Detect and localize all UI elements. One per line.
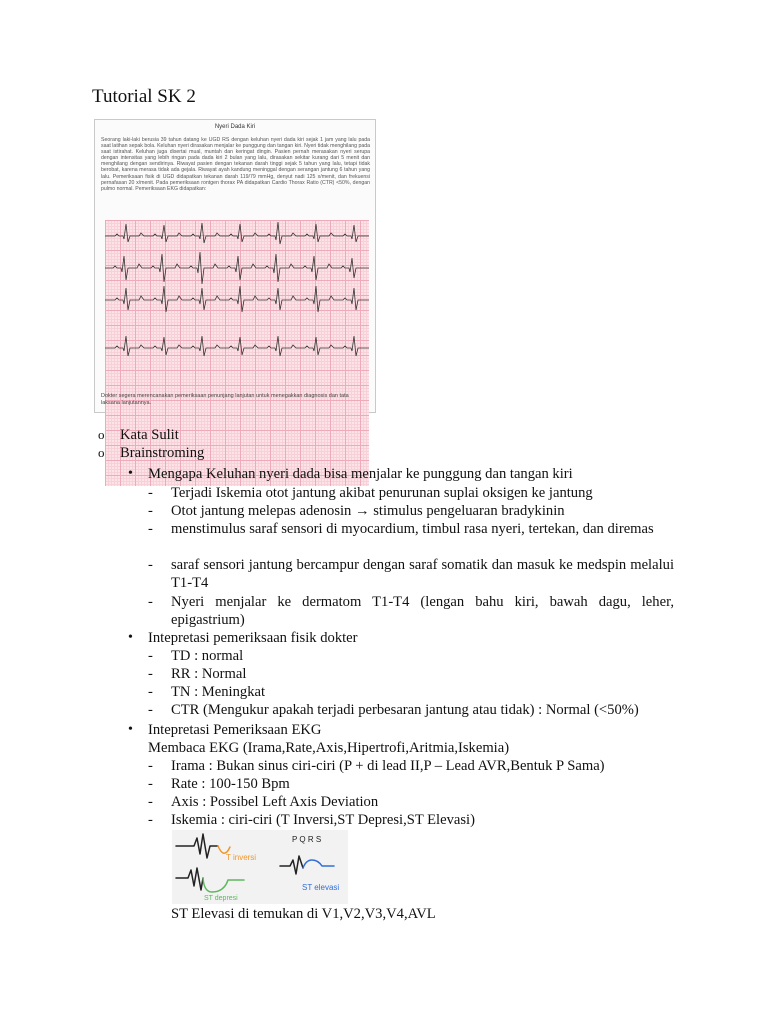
bullet-circle: o [98,445,105,460]
bullet-dash: - [148,758,153,774]
case-caption: Dokter segera merencanakan pemeriksaan penunjang lanjutan untuk menegakkan diagnosis dan tata laksana lanjutannya. [101,393,349,406]
bullet-dot: • [128,466,133,481]
case-text: Seorang laki-laki berusia 39 tahun datang ke UGD RS dengan keluhan nyeri dada kiri sejak 1 jam yang lalu pada saat latihan sepak bola. Keluhan nyeri dirasakan menjalar ke punggung dan tangan kiri. Nyeri tidak menghilang pada saat istirahat. Keluhan juga disertai mual, muntah dan keringat dingin. Pasien pernah merasakan nyeri serupa dengan intensitas yang lebih ringan pada dada kiri 2 bulan yang lalu, dirasakan sekitar kurang dari 5 menit dan menghilang dengan sendirinya. Riwayat pasien dengan tekanan darah tinggi sejak 5 tahun yang lalu, tetapi tidak berobat, karena merasa tidak ada gejala. Riwayat ayah kandung meninggal dengan serangan jantung 6 tahun yang lalu. Pemeriksaan fisik di UGD didapatkan tekanan darah 119/79 mmHg, denyut nadi 125 x/menit, dan frekuensi pernafasan 20 x/menit. Pada pemeriksaan rontgen thorax PA didapatkan Cardio Thorax Ratio (CTR) <50%, dengan pulmo normal. Pemeriksaan EKG didapatkan: [101,137,370,192]
bullet-dash: - [148,794,153,810]
ischemia-sketch-drawing [172,830,348,904]
bullet-dash: - [148,503,153,519]
q2-point: TD : normal [171,648,244,664]
bullet-dash: - [148,812,153,828]
t-inversion-trace [176,834,218,858]
q2-point: RR : Normal [171,666,247,682]
st-elevasi-label: ST elevasi [302,883,340,892]
bullet-dash: - [148,666,153,682]
bullet-dash: - [148,776,153,792]
pqrs-label: P Q R S [292,835,322,844]
bullet-dash: - [148,521,153,537]
bullet-dash: - [148,485,153,501]
q1-point: menstimulus saraf sensori di myocardium, timbul rasa nyeri, tertekan, dan diremas [171,521,654,537]
q3-point: Rate : 100-150 Bpm [171,776,290,792]
st-depression-wave [203,878,244,892]
q1-point: Nyeri menjalar ke dermatom T1-T4 (lengan bahu kiri, bawah dagu, leher, epigastrium) [171,594,674,629]
q1-point: Otot jantung melepas adenosin → stimulus pengeluaran bradykinin [171,503,565,519]
ecg-traces [105,220,369,390]
brainstorming-heading: Brainstroming [120,445,205,461]
question-3-title: Intepretasi Pemeriksaan EKG [148,722,322,738]
q3-point: Irama : Bukan sinus ciri-ciri (P + di lead II,P – Lead AVR,Bentuk P Sama) [171,758,605,774]
kata-sulit-heading: Kata Sulit [120,427,179,443]
ischemia-sketch [172,830,348,904]
q3-point: Axis : Possibel Left Axis Deviation [171,794,379,810]
st-depression-trace [176,868,203,890]
bullet-dash: - [148,648,153,664]
t-inversi-label: T inversi [226,853,257,862]
question-3-subtitle: Membaca EKG (Irama,Rate,Axis,Hipertrofi,Aritmia,Iskemia) [148,740,510,756]
st-depresi-label: ST depresi [204,895,238,902]
q1-point: Terjadi Iskemia otot jantung akibat penurunan suplai oksigen ke jantung [171,485,593,501]
bullet-dash: - [148,702,153,718]
bullet-dash: - [148,557,153,573]
q1-point: saraf sensori jantung bercampur dengan saraf somatik dan masuk ke medspin melalui T1-T4 [171,557,674,592]
page-title: Tutorial SK 2 [92,86,196,107]
ecg-row-2 [105,252,369,284]
bullet-dot: • [128,630,133,645]
question-2-title: Intepretasi pemeriksaan fisik dokter [148,630,358,646]
ecg-row-1 [105,222,369,244]
st-elevation-wave [303,860,334,868]
case-title: Nyeri Dada Kiri [214,124,256,130]
ecg-row-4 [105,336,369,356]
q2-point: TN : Meningkat [171,684,266,700]
bullet-dot: • [128,722,133,737]
question-1-title: Mengapa Keluhan nyeri dada bisa menjalar ke punggung dan tangan kiri [148,466,573,482]
bullet-dash: - [148,684,153,700]
ecg-conclusion: ST Elevasi di temukan di V1,V2,V3,V4,AVL [171,906,436,922]
bullet-dash: - [148,594,153,610]
bullet-circle: o [98,427,105,442]
q3-point: Iskemia : ciri-ciri (T Inversi,ST Depresi,ST Elevasi) [171,812,475,828]
q2-point: CTR (Mengukur apakah terjadi perbesaran jantung atau tidak) : Normal (<50%) [171,702,639,718]
st-elevation-trace [280,856,303,874]
case-scenario-image [94,119,376,413]
ecg-row-3 [105,286,369,312]
